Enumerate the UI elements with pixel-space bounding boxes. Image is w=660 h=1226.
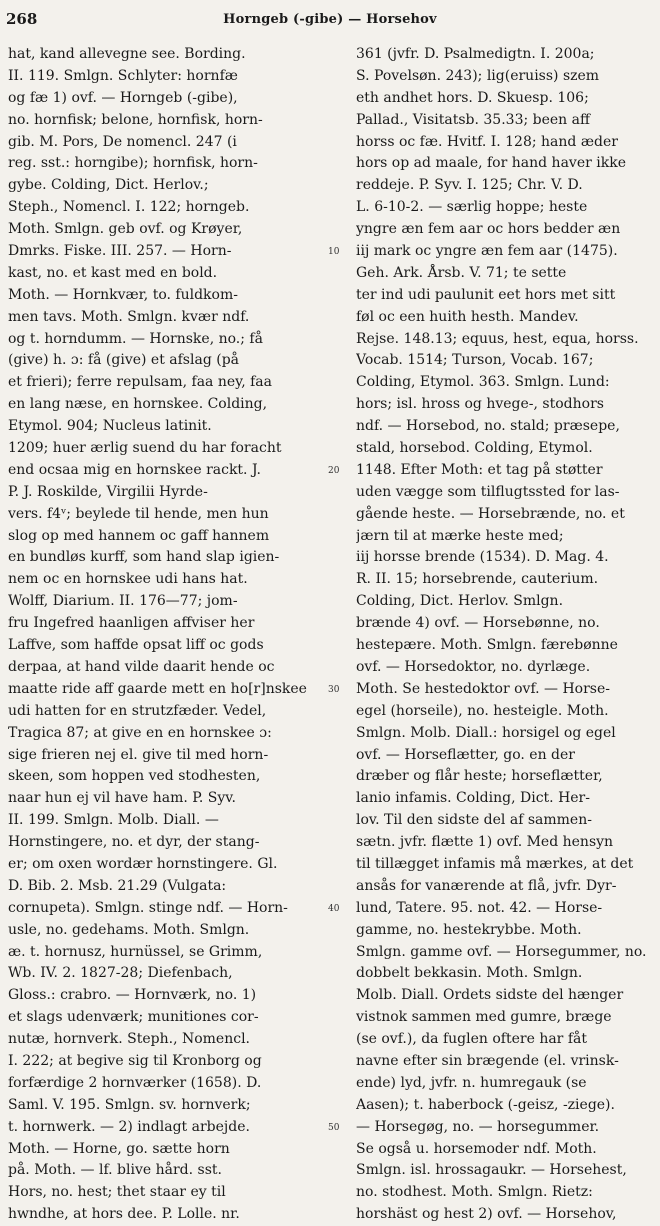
right-column-line: ter ind udi paulunit eet hors met sitt [356, 286, 616, 303]
left-column-line: Gloss.: crabro. — Hornværk, no. 1) [8, 987, 257, 1004]
right-column-line: dræber og flår heste; horseflætter, [356, 768, 603, 785]
margin-line-number: 50 [328, 1123, 340, 1134]
left-column-line: I. 222; at begive sig til Kronborg og [8, 1052, 262, 1069]
right-column-line: Moth. Se hestedoktor ovf. — Horse- [356, 680, 611, 697]
left-column-line: Moth. Smlgn. geb ovf. og Krøyer, [8, 221, 243, 238]
left-column-line: (give) h. ɔ: få (give) et afslag (på [8, 352, 239, 369]
right-column-line: hors op ad maale, for hand haver ikke [356, 155, 626, 172]
right-column-line: Colding, Etymol. 363. Smlgn. Lund: [356, 374, 610, 391]
left-column-line: kast, no. et kast med en bold. [8, 264, 218, 281]
right-column-line: iij mark oc yngre æn fem aar (1475). [356, 243, 618, 260]
page-number: 268 [6, 10, 38, 28]
left-column-line: Dmrks. Fiske. III. 257. — Horn- [8, 243, 232, 260]
right-column-line: gående heste. — Horsebrænde, no. et [356, 505, 625, 522]
right-column-line: gamme, no. hestekrybbe. Moth. [356, 921, 582, 938]
left-column-line: nutæ, hornverk. Steph., Nomencl. [8, 1031, 250, 1048]
right-column [356, 44, 654, 1226]
right-column-line: føl oc een huith hesth. Mandev. [356, 308, 579, 325]
left-column-line: cornupeta). Smlgn. stinge ndf. — Horn- [8, 899, 288, 916]
left-column-line: forfærdige 2 hornværker (1658). D. [8, 1074, 262, 1091]
left-column-line: slog op med hannem oc gaff hannem [8, 527, 270, 544]
right-column-line: lund, Tatere. 95. not. 42. — Horse- [356, 899, 603, 916]
left-column-line: udi hatten for en strutzfæder. Vedel, [8, 702, 267, 719]
left-column-line: gybe. Colding, Dict. Herlov.; [8, 177, 209, 194]
left-column-line: Etymol. 904; Nucleus latinit. [8, 418, 212, 435]
left-column-line: Tragica 87; at give en en hornskee ɔ: [8, 724, 272, 741]
left-column-line: D. Bib. 2. Msb. 21.29 (Vulgata: [8, 877, 227, 894]
right-column-line: L. 6-10-2. — særlig hoppe; heste [356, 199, 588, 216]
right-column-line: Rejse. 148.13; equus, hest, equa, horss. [356, 330, 639, 347]
margin-line-number: 40 [328, 904, 340, 915]
margin-line-number: 10 [328, 247, 340, 258]
right-column-line: eth andhet hors. D. Skuesp. 106; [356, 89, 589, 106]
right-column-line: ovf. — Horsedoktor, no. dyrlæge. [356, 658, 591, 675]
right-column-line: lov. Til den sidste del af sammen- [356, 812, 592, 829]
right-column-line: Smlgn. isl. hrossagaukr. — Horsehest, [356, 1162, 627, 1179]
left-column-line: Moth. — Hornkvær, to. fuldkom- [8, 286, 238, 303]
right-column-line: jærn til at mærke heste med; [356, 527, 564, 544]
left-column-line: nem oc en hornskee udi hans hat. [8, 571, 248, 588]
left-column-line: på. Moth. — lf. blive hård. sst. [8, 1162, 222, 1179]
left-column-line: no. hornfisk; belone, hornfisk, horn- [8, 111, 263, 128]
right-column-line: yngre æn fem aar oc hors bedder æn [356, 221, 621, 238]
right-column-line: sætn. jvfr. flætte 1) ovf. Med hensyn [356, 834, 614, 851]
left-column-line: reg. sst.: horngibe); hornfisk, horn- [8, 155, 258, 172]
left-column-line: gib. M. Pors, De nomencl. 247 (i [8, 133, 237, 150]
left-column-line: en lang næse, en hornskee. Colding, [8, 396, 268, 413]
right-column-line: egel (horseile), no. hesteigle. Moth. [356, 702, 609, 719]
right-column-line: ende) lyd, jvfr. n. humregauk (se [356, 1074, 587, 1091]
right-column-line: navne efter sin brægende (el. vrinsk- [356, 1052, 619, 1069]
left-column-line: er; om oxen wordær hornstingere. Gl. [8, 855, 278, 872]
left-column-line: Hornstingere, no. et dyr, der stang- [8, 834, 260, 851]
left-column-line: og fæ 1) ovf. — Horngeb (-gibe), [8, 89, 238, 106]
right-column-line: horss oc fæ. Hvitf. I. 128; hand æder [356, 133, 618, 150]
left-column-line: æ. t. hornusz, hurnüssel, se Grimm, [8, 943, 263, 960]
right-column-line: Aasen); t. haberbock (-geisz, -ziege). [356, 1096, 615, 1113]
left-column-line: og t. horndumm. — Hornske, no.; få [8, 330, 263, 347]
right-column-line: 361 (jvfr. D. Psalmedigtn. I. 200a; [356, 46, 595, 62]
left-column-line: II. 199. Smlgn. Molb. Diall. — [8, 812, 219, 829]
right-column-line: Smlgn. Molb. Diall.: horsigel og egel [356, 724, 616, 741]
right-column-line: ansås for vanærende at flå, jvfr. Dyr- [356, 877, 617, 894]
right-column-line: S. Povelsøn. 243); lig(eruiss) szem [356, 67, 600, 84]
left-column-line: Saml. V. 195. Smlgn. sv. hornverk; [8, 1096, 251, 1113]
right-column-line: dobbelt bekkasin. Moth. Smlgn. [356, 965, 583, 982]
running-title: Horngeb (-gibe) — Horsehov [223, 11, 437, 27]
right-column-line: lanio infamis. Colding, Dict. Her- [356, 790, 590, 807]
left-column-line: sige frieren nej el. give til med horn- [8, 746, 269, 763]
right-column-line: horshäst og hest 2) ovf. — Horsehov, [356, 1206, 617, 1223]
right-column-line: ovf. — Horseflætter, go. en der [356, 746, 575, 763]
left-column-line: naar hun ej vil have ham. P. Syv. [8, 790, 236, 807]
left-column-line: end ocsaa mig en hornskee rackt. J. [8, 461, 261, 478]
right-column-line: til tillægget infamis må mærkes, at det [356, 855, 634, 872]
left-column-line: usle, no. gedehams. Moth. Smlgn. [8, 921, 250, 938]
left-column-line: en bundløs kurff, som hand slap igien- [8, 549, 280, 566]
right-column-line: (se ovf.), da fuglen oftere har fåt [356, 1031, 587, 1048]
left-column-line: Wb. IV. 2. 1827-28; Diefenbach, [8, 965, 233, 982]
left-column-line: fru Ingefred haanligen affviser her [8, 615, 255, 632]
right-column-line: — Horsegøg, no. — horsegummer. [356, 1118, 600, 1135]
left-column-line: Laffve, som haffde opsat liff oc gods [8, 637, 264, 654]
right-column-line: stald, horsebod. Colding, Etymol. [356, 440, 593, 457]
left-column-line: hwndhe, at hors dee. P. Lolle. nr. [8, 1206, 240, 1223]
left-column-line: et frieri); ferre repulsam, faa ney, faa [8, 374, 272, 391]
right-column-line: hors; isl. hross og hvege-, stodhors [356, 396, 604, 413]
left-column-line: 1209; huer ærlig suend du har foracht [8, 440, 282, 457]
right-column-line: Vocab. 1514; Turson, Vocab. 167; [356, 352, 594, 369]
right-column-line: hestepære. Moth. Smlgn. færebønne [356, 637, 618, 654]
left-column-line: hat, kand allevegne see. Bording. [8, 46, 246, 62]
margin-line-number: 30 [328, 685, 340, 696]
right-column-line: vistnok sammen med gumre, bræge [356, 1009, 612, 1026]
left-column-line: Wolff, Diarium. II. 176—77; jom- [8, 593, 238, 610]
right-column-line: Colding, Dict. Herlov. Smlgn. [356, 593, 564, 610]
right-column-line: Smlgn. gamme ovf. — Horsegummer, no. [356, 943, 647, 960]
left-column-line: et slags udenværk; munitiones cor- [8, 1009, 259, 1026]
left-column-line: II. 119. Smlgn. Schlyter: hornfæ [8, 67, 238, 84]
left-column [8, 44, 324, 1226]
right-column-line: Geh. Ark. Årsb. V. 71; te sette [356, 264, 567, 281]
left-column-line: Steph., Nomencl. I. 122; horngeb. [8, 199, 250, 216]
left-column-line: Moth. — Horne, go. sætte horn [8, 1140, 230, 1157]
left-column-line: derpaa, at hand vilde daarit hende oc [8, 658, 275, 675]
margin-line-number: 20 [328, 466, 340, 477]
right-column-line: reddeje. P. Syv. I. 125; Chr. V. D. [356, 177, 583, 194]
left-column-line: t. hornwerk. — 2) indlagt arbejde. [8, 1118, 250, 1135]
left-column-line: men tavs. Moth. Smlgn. kvær ndf. [8, 308, 250, 325]
left-column-line: skeen, som hoppen ved stodhesten, [8, 768, 261, 785]
right-column-line: Se også u. horsemoder ndf. Moth. [356, 1140, 597, 1157]
right-column-line: R. II. 15; horsebrende, cauterium. [356, 571, 599, 588]
left-column-line: maatte ride aff gaarde mett en ho[r]nskee [8, 680, 307, 697]
right-column-line: 1148. Efter Moth: et tag på støtter [356, 461, 603, 478]
right-column-line: Pallad., Visitatsb. 35.33; been aff [356, 111, 590, 128]
right-column-line: iij horsse brende (1534). D. Mag. 4. [356, 549, 609, 566]
right-column-line: ndf. — Horsebod, no. stald; præsepe, [356, 418, 620, 435]
page-header [6, 6, 654, 32]
right-column-line: Molb. Diall. Ordets sidste del hænger [356, 987, 624, 1004]
left-column-line: P. J. Roskilde, Virgilii Hyrde- [8, 483, 208, 500]
right-column-line: brænde 4) ovf. — Horsebønne, no. [356, 615, 600, 632]
left-column-line: Hors, no. hest; thet staar ey til [8, 1184, 226, 1201]
right-column-line: uden vægge som tilflugtssted for las- [356, 483, 620, 500]
left-column-line: vers. f4ᵛ; beylede til hende, men hun [8, 505, 269, 522]
right-column-line: no. stodhest. Moth. Smlgn. Rietz: [356, 1184, 593, 1201]
